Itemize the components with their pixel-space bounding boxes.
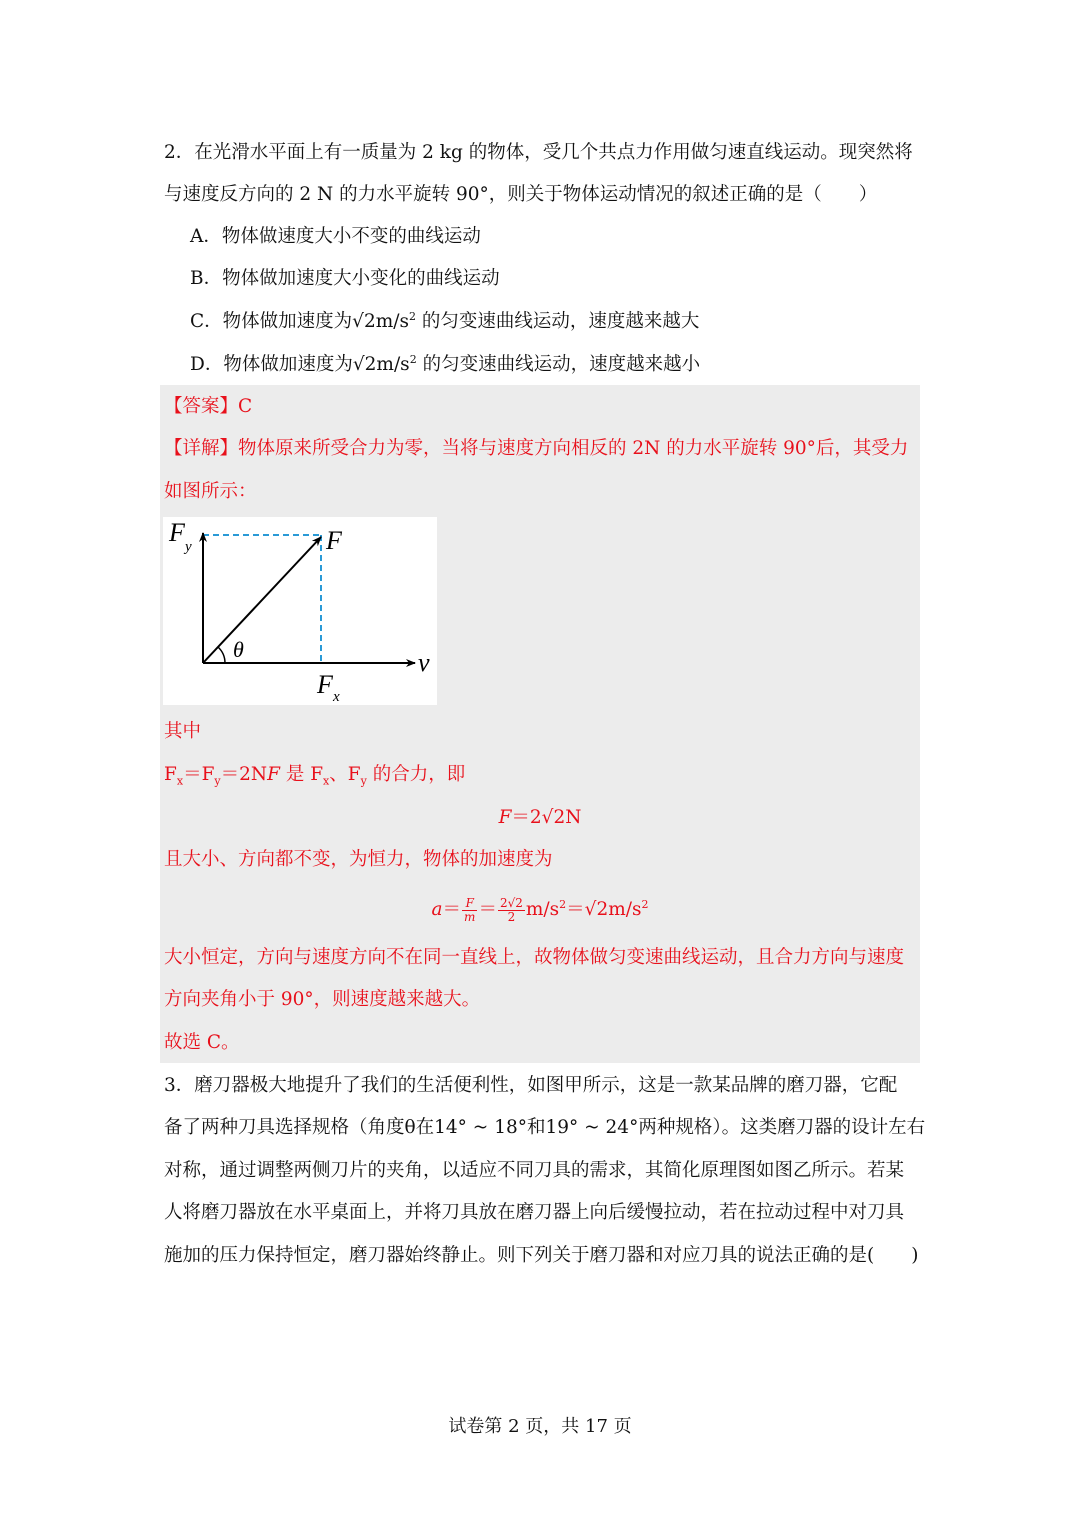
frac2-denominator: 2: [507, 909, 516, 924]
force-diagram-svg: [163, 517, 437, 705]
detail-line2: 如图所示：: [164, 481, 257, 502]
option-d-unit: m/s: [376, 354, 410, 375]
q2-option-d: [190, 353, 700, 377]
option-c-exponent: 2: [409, 309, 416, 323]
frac1-numerator: F: [462, 897, 477, 911]
option-d-exponent: 2: [409, 352, 417, 366]
q3-stem-line1: 3．磨刀器极大地提升了我们的生活便利性，如图甲所示，这是一款某品牌的磨刀器，它配: [164, 1075, 898, 1096]
conclusion-line2: 方向夹角小于 90°，则速度越来越大。: [164, 989, 481, 1010]
fy-label: F: [169, 518, 185, 547]
fx-label-subscript: x: [333, 689, 340, 705]
q3-stem-line4: 人将磨刀器放在水平桌面上，并将刀具放在磨刀器上向后缓慢拉动，若在拉动过程中对刀具: [164, 1202, 905, 1223]
answer-value: C: [238, 396, 253, 417]
eq1-rest-a: 是 F: [279, 764, 324, 785]
v-label: v: [418, 648, 430, 677]
detail-text-1: 物体原来所受合力为零，当将与速度方向相反的 2N 的力水平旋转 90°后，其受力: [238, 438, 909, 459]
eq3-eq2: ＝: [478, 899, 497, 920]
eq3-eq1: ＝: [442, 899, 462, 920]
q2-stem-line1: 2．在光滑水平面上有一质量为 2 kg 的物体，受几个共点力作用做匀速直线运动。现突然将: [164, 142, 913, 163]
eq2-rhs: ＝2√2N: [511, 807, 582, 828]
answer-label: 【答案】: [164, 396, 239, 417]
fraction-f-over-m: [462, 897, 477, 924]
eq1-italic-f: F: [267, 764, 280, 785]
detail-label: 【详解】: [164, 438, 239, 459]
option-d-prefix: D．物体做加速度为: [190, 354, 353, 375]
eq1-eq-a: ＝F: [183, 764, 215, 785]
final-choice: 故选 C。: [164, 1032, 240, 1053]
eq3-unit1: m/s: [525, 899, 560, 920]
option-d-suffix: 的匀变速曲线运动，速度越来越小: [416, 354, 701, 375]
frac1-denominator: m: [464, 909, 476, 924]
q3-stem-line3: 对称，通过调整两侧刀片的夹角，以适应不同刀具的需求，其简化原理图如图乙所示。若某: [164, 1160, 905, 1181]
eq3-exp1: 2: [559, 897, 567, 911]
eq1-rest-c: 的合力，即: [366, 764, 466, 785]
option-c-sqrt: √2: [352, 311, 376, 332]
q2-option-c: [190, 310, 699, 334]
angle-arc: [218, 647, 225, 663]
eq1-rest-fy-sub: y: [360, 774, 367, 788]
q2-option-a: A．物体做速度大小不变的曲线运动: [190, 226, 481, 247]
eq1-fx-sub: x: [176, 774, 184, 788]
eq1-eq-b: ＝2N: [220, 764, 268, 785]
fx-label: F: [317, 670, 333, 699]
option-d-sqrt: √2: [352, 354, 377, 375]
eq2-lhs: F: [498, 807, 512, 828]
eq3-a: a: [431, 899, 443, 920]
equation-components: [164, 763, 465, 787]
option-c-prefix: C．物体做加速度为: [190, 311, 353, 332]
resultant-force-vector: [203, 537, 321, 663]
frac2-numerator: 2√2: [499, 895, 523, 910]
theta-label: θ: [233, 637, 244, 662]
f-label: F: [326, 526, 342, 555]
equation-resultant: [160, 806, 920, 830]
eq1-fx: F: [164, 764, 177, 785]
page-footer: 试卷第 2 页，共 17 页: [448, 1416, 632, 1437]
answer-line: [164, 395, 252, 419]
q3-stem-line2: 备了两种刀具选择规格（角度θ在14° ~ 18°和19° ~ 24°两种规格）。这类磨刀器的设计左右: [164, 1117, 926, 1138]
eq1-fy-sub: y: [214, 774, 221, 788]
equation-acceleration: [160, 893, 920, 927]
force-diagram: [163, 517, 437, 705]
fy-label-subscript: y: [185, 539, 192, 555]
eq3-exp2: 2: [641, 897, 649, 911]
q3-stem-line5: 施加的压力保持恒定，磨刀器始终静止。则下列关于磨刀器和对应刀具的说法正确的是( ): [164, 1245, 919, 1266]
acceleration-intro: 且大小、方向都不变，为恒力，物体的加速度为: [164, 849, 553, 870]
option-c-unit: m/s: [375, 311, 409, 332]
eq3-eq3: ＝√2m/s: [566, 899, 642, 920]
option-c-suffix: 的匀变速曲线运动，速度越来越大: [416, 311, 700, 332]
q2-option-b: B．物体做加速度大小变化的曲线运动: [190, 268, 500, 289]
qizhong-line: 其中: [164, 721, 202, 742]
eq1-rest-b: 、F: [329, 764, 361, 785]
q2-stem-line2: 与速度反方向的 2 N 的力水平旋转 90°，则关于物体运动情况的叙述正确的是（ ）: [164, 184, 878, 205]
conclusion-line1: 大小恒定，方向与速度方向不在同一直线上，故物体做匀变速曲线运动，且合力方向与速度: [164, 947, 905, 968]
detail-line1: [164, 437, 908, 461]
fraction-2sqrt2-over-2: [498, 897, 525, 924]
eq1-rest-fx-sub: x: [323, 774, 330, 788]
